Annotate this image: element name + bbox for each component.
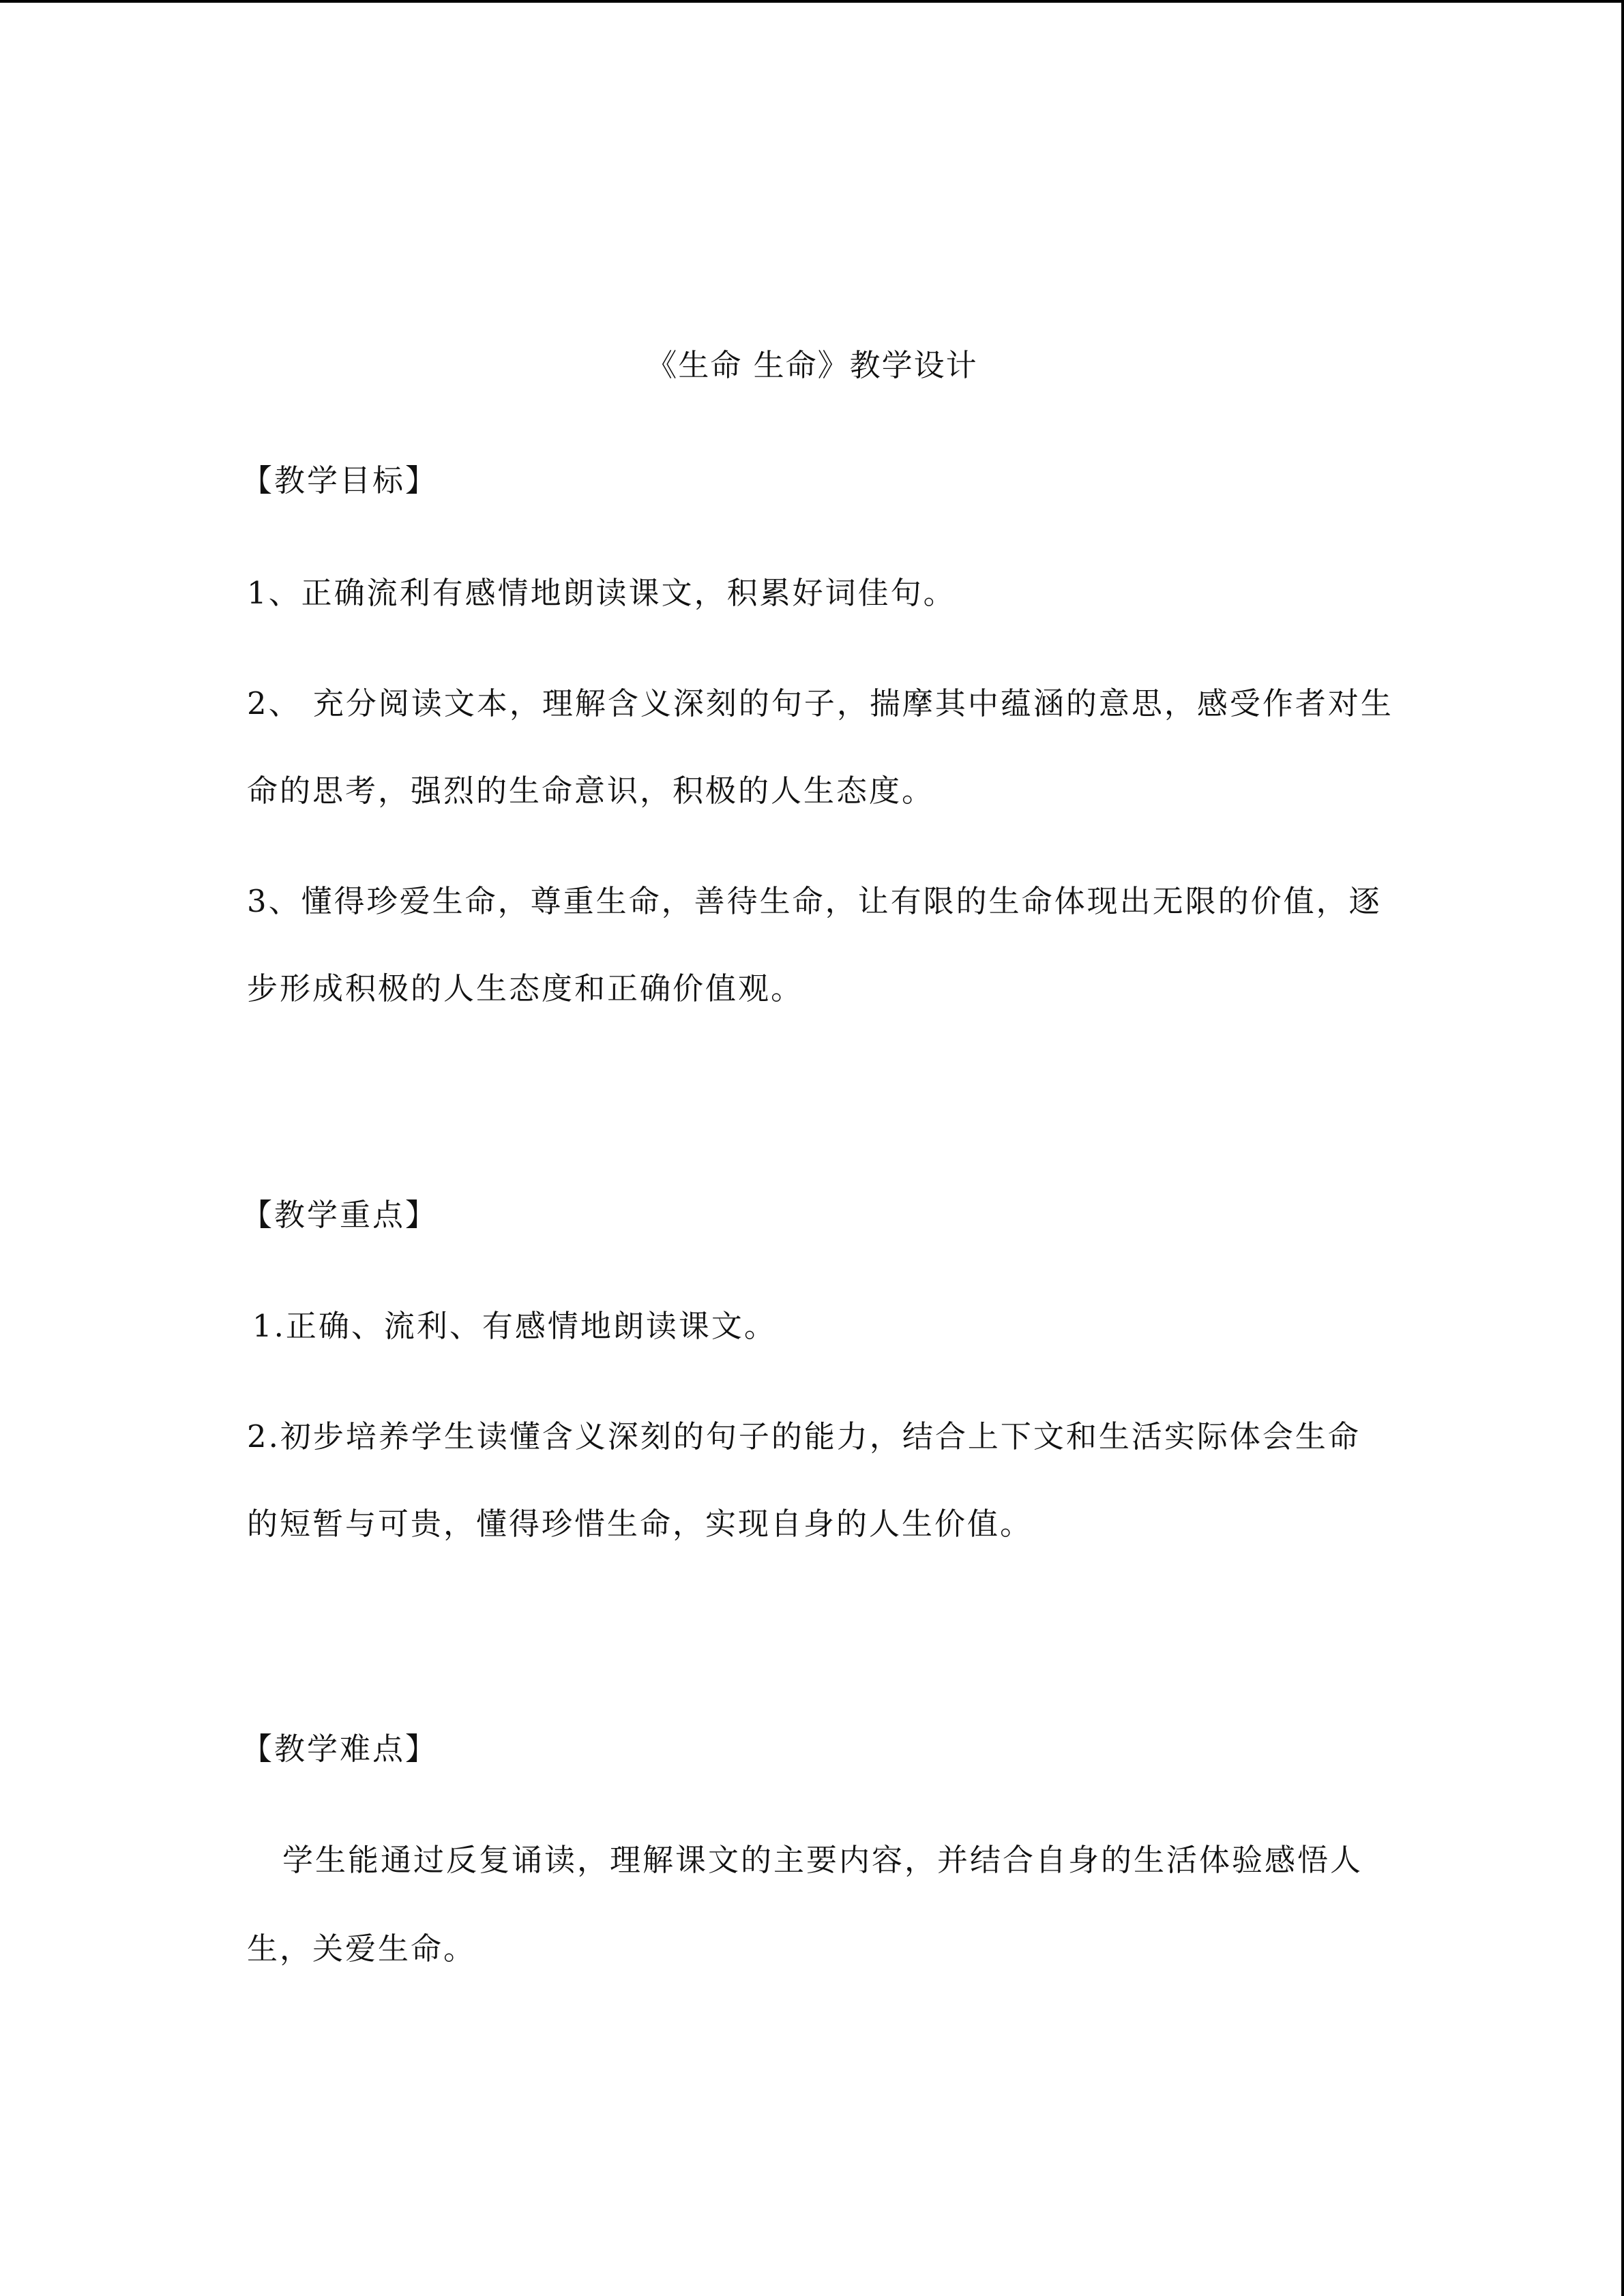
- document-title: 《生命 生命》教学设计: [646, 347, 978, 383]
- section-heading-difficulties: 【教学难点】: [241, 1731, 439, 1767]
- objectives-line-5: 步形成积极的人生态度和正确价值观。: [247, 970, 804, 1007]
- objectives-line-3: 命的思考，强烈的生命意识，积极的人生态度。: [247, 773, 935, 809]
- objectives-line-1: 1、正确流利有感情地朗读课文，积累好词佳句。: [247, 575, 956, 611]
- key-points-line-2: 2.初步培养学生读懂含义深刻的句子的能力，结合上下文和生活实际体会生命: [247, 1418, 1361, 1455]
- difficulties-line-2: 生，关爱生命。: [247, 1930, 477, 1967]
- difficulties-line-1: 学生能通过反复诵读，理解课文的主要内容，并结合自身的生活体验感悟人: [282, 1842, 1363, 1878]
- key-points-line-1: 1.正确、流利、有感情地朗读课文。: [252, 1308, 777, 1344]
- objectives-line-4: 3、懂得珍爱生命，尊重生命，善待生命，让有限的生命体现出无限的价值，逐: [247, 883, 1382, 919]
- section-heading-objectives: 【教学目标】: [241, 462, 439, 498]
- objectives-line-2: 2、 充分阅读文本，理解含义深刻的句子，揣摩其中蕴涵的意思，感受作者对生: [247, 685, 1393, 721]
- section-heading-key-points: 【教学重点】: [241, 1197, 439, 1233]
- key-points-line-3: 的短暂与可贵，懂得珍惜生命，实现自身的人生价值。: [247, 1506, 1033, 1542]
